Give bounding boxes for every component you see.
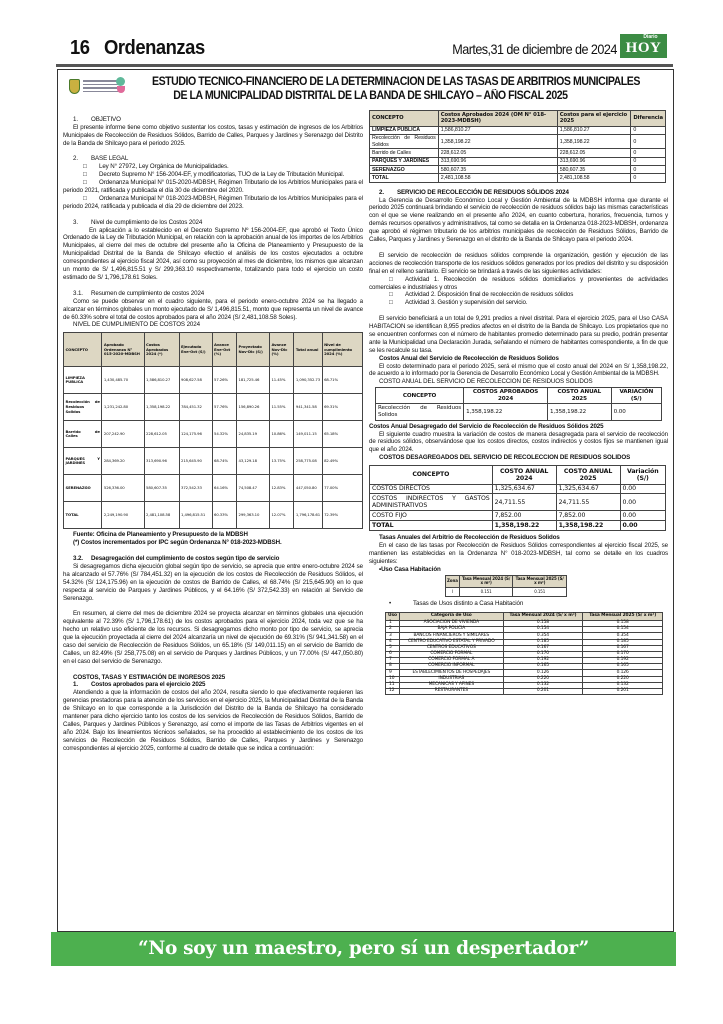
page-number: 16 xyxy=(70,37,90,59)
table-cell: TOTAL xyxy=(370,521,493,531)
column-header: Nivel de cumplimiento 2024 (%) xyxy=(322,333,362,367)
table-row xyxy=(64,475,363,502)
table-cell: 0.185 xyxy=(583,639,663,645)
table-cell: TOTAL xyxy=(370,174,439,182)
article-title-line2: DE LA MUNICIPALIDAD DISTRITAL DE LA BANDA DE SHILCAYO – AÑO FISCAL 2025 xyxy=(173,90,568,102)
table-cell: 181,725.46 xyxy=(237,367,270,394)
table-cell: SERENAZGO xyxy=(64,475,102,502)
table-cell: 1,358,198.22 xyxy=(547,404,611,420)
bullet-icon: □ xyxy=(83,163,87,171)
table-cell: 1,325,634.67 xyxy=(556,484,620,494)
footnote: (*) Costos incrementados por IPC según Ordenanza N° 018-2023-MDBSH. xyxy=(73,539,282,547)
table-cell: 7,852.00 xyxy=(492,511,556,521)
list-item: □ Decreto Supremo N° 156-2004-EF, y modificatorias, TUO de la Ley de Tributación Municipal. xyxy=(63,171,363,179)
table-cell: 10.86% xyxy=(269,421,293,448)
table-cell: 215,645.90 xyxy=(179,448,212,475)
table-cell: 1,586,810.27 xyxy=(144,367,179,394)
table-cell: 12 xyxy=(386,688,400,694)
tasa-casa-habitacion-table xyxy=(445,575,567,598)
right-column xyxy=(369,110,668,695)
table-row xyxy=(386,688,663,694)
paragraph: El siguiente cuadro muestra la variación de costos de manera desagregada para el servicio de recolección de residuos sólidos, observándose que los costos directos, costos indirectos y costos fijos se mantienen igual que el año 2024. xyxy=(369,430,668,454)
table-cell: 0.126 xyxy=(503,670,583,676)
bullet-icon: □ xyxy=(389,299,393,307)
table-cell: INDUSTRIAS xyxy=(400,676,504,682)
table-cell: 0.165 xyxy=(583,664,663,670)
source-note: Fuente: Oficina de Planeamiento y Presupuesto de la MDBSH xyxy=(73,531,248,539)
bullet-icon: □ xyxy=(389,291,393,299)
table-cell: COSTO FIJO xyxy=(370,511,493,521)
table-cell: 24,711.55 xyxy=(492,494,556,511)
table-cell: COSTOS INDIRECTOS Y GASTOS ADMINISTRATIVOS xyxy=(370,494,493,511)
logo-small-text: Diario xyxy=(643,34,658,40)
costo-anual-recoleccion-table xyxy=(375,387,662,420)
table-row xyxy=(370,157,666,165)
column-header: Avance Ene-Oct (%) xyxy=(212,333,236,367)
column-header: COSTO ANUAL 2025 xyxy=(547,388,611,404)
table-cell: 77.00% xyxy=(322,475,362,502)
table-cell: 9 xyxy=(386,670,400,676)
subheading: Costos Anual Desagregado del Servicio de Recolección de Residuos Sólidos 2025 xyxy=(369,422,604,430)
table-cell: 580,607.35 xyxy=(144,475,179,502)
column-header: Proyectado Nov-Dic (S/) xyxy=(237,333,270,367)
section-heading: 3. Nivel de cumplimiento de los Costos 2024 xyxy=(73,218,203,226)
table-cell: 13.75% xyxy=(269,448,293,475)
table-row xyxy=(370,126,666,134)
table-cell: 372,542.33 xyxy=(179,475,212,502)
table-cell: LIMPIEZA PUBLICA xyxy=(64,367,102,394)
table-row xyxy=(370,494,666,511)
article-title-line1: ESTUDIO TECNICO-FINANCIERO DE LA DETERMINACION DE LAS TASAS DE ARBITRIOS MUNICIPALES xyxy=(151,76,641,88)
table-row xyxy=(64,367,363,394)
table-cell: ASOCIACION DE VIVIENDA xyxy=(400,621,504,627)
table-cell: 2 xyxy=(386,627,400,633)
table-cell: 313,690.96 xyxy=(438,157,557,165)
paragraph: En aplicación a lo establecido en el Decreto Supremo Nº 156-2004-EF, que aprobó el Texto Único Ordenado de la Ley de Tributación Municipal, en relación con la aprobación anual de los importes de los Arbitrios Municipales, al cierre del mes de octubre del presente año la Oficina de Planeamiento y Presupuesto de la Municipalidad Distrital de la Banda de Shilcayo efectúo el análisis de los costos ejecutados a octubre correspondientes al ejercicio fiscal 2024, así como su proyección al mes de diciembre, los mismos que alcanzan un monto de S/ 1,496,815.51 y S/ 299,363.10 respectivamente, totalizando para todo el ejercicio un costo estimado de S/ 1,796,178.61 Soles. xyxy=(63,226,363,281)
table-cell: 7 xyxy=(386,658,400,664)
table-cell: 1,358,198.22 xyxy=(557,134,631,149)
column-header: COSTOS APROBADOS 2024 xyxy=(464,388,548,404)
table-cell: 0.192 xyxy=(583,658,663,664)
subheading: Costos Anual del Servicio de Recolección de Residuos Solidos xyxy=(379,354,559,362)
table-row xyxy=(64,502,363,529)
paragraph: El servicio de recolección de residuos sólidos comprende la organización, gestión y ejecución de las acciones de recolección transporte de los residuos sólidos generados por los predios del distrito y su disposición final en el relleno sanitario. El servicio se brindará a través de las siguientes actividades: xyxy=(369,251,668,275)
table-cell: 10 xyxy=(386,676,400,682)
table-cell: 228,612.05 xyxy=(438,149,557,157)
column-header: Diferencia xyxy=(631,111,666,127)
table-cell: 0.151 xyxy=(513,587,567,597)
table-cell: SERENAZGO xyxy=(370,166,439,174)
column-header: CONCEPTO xyxy=(370,466,493,484)
table-cell: 8 xyxy=(386,664,400,670)
table-cell: 1,358,198.22 xyxy=(492,521,556,531)
table-cell: 0.132 xyxy=(583,682,663,688)
bullet-icon: □ xyxy=(83,194,87,202)
table-cell: 12.83% xyxy=(269,475,293,502)
list-item: □ Actividad 1. Recolección de residuos sólidos domiciliarios y provenientes de actividades comerciales e industriales y otros xyxy=(369,275,668,291)
paragraph: En resumen, al cierre del mes de diciembre 2024 se proyecta alcanzar en términos globales una ejecución equivalente al 72.39% (S/ 1,796,178.61) de los costos aprobados para el ejercicio 2024, toda vez que se ha hecho un relativo uso eficiente de los recursos. Si desagregamos dicho monto por tipo de servicio, se aprecia que la ejecución proyectada al cierre del 2024 alcanzaría un nivel de ejecución de 69.31% (S/ 941,341.58) en el caso del servicio de Recolección de Residuos Sólidos, un 65.18% (S/ 149,011.15) en el servicio de Barrido de Calles, un 82.49% (S/ 258,775.08) en el servicio de Parques y Jardines Públicos, y un 77.00% (S/ 447,050.80) en el caso del servicio de Serenazgo. xyxy=(63,610,363,665)
column-header: Costos para el ejercicio 2025 xyxy=(557,111,631,127)
table-cell: MECANICAS Y AFINES xyxy=(400,682,504,688)
table-cell: 57.76% xyxy=(212,394,236,421)
diario-hoy-logo xyxy=(620,34,667,58)
table-cell: 908,627.58 xyxy=(179,367,212,394)
table-cell: COSTOS DIRECTOS xyxy=(370,484,493,494)
table-cell: 0.170 xyxy=(583,651,663,657)
column-header: Tasa Mensual 2025 (S/ x m²) xyxy=(583,613,663,621)
table-cell: 124,175.96 xyxy=(179,421,212,448)
section-heading: 1. Costos aprobados para el ejercicio 2025 xyxy=(73,681,206,689)
table-cell: Recolección de Residuos Solidos xyxy=(376,404,464,420)
table-cell: Barrido de Calles xyxy=(64,421,102,448)
table-cell: 72.39% xyxy=(322,502,362,529)
table-cell: 0.167 xyxy=(583,645,663,651)
section-heading: 2. BASE LEGAL xyxy=(73,155,129,163)
table-cell: 1,358,198.22 xyxy=(438,134,557,149)
table-cell: 0 xyxy=(631,149,666,157)
table-cell: 3 xyxy=(386,633,400,639)
column-header: Tasa Mensual 2025 (S/ x m²) xyxy=(513,575,567,587)
bullet-icon: □ xyxy=(83,179,87,187)
table-cell: 0.167 xyxy=(503,645,583,651)
column-header: Costos Aprobados 2024 (OM N° 018-2023-MDBSH) xyxy=(438,111,557,127)
table-row xyxy=(370,166,666,174)
bullet-icon: • xyxy=(389,600,392,608)
crest-icon xyxy=(69,79,80,94)
bullet-icon: □ xyxy=(83,171,87,179)
table-cell: CENTROS EDUCATIVOS xyxy=(400,645,504,651)
paragraph: El servicio beneficiará a un total de 9,291 predios a nivel distrital. Para el ejercicio 2025, para el Uso CASA HABITACION se identifican 8,955 predios afectos en el distrito de la Banda de Shilcayo. Los propietarios que no se encuentren conformes con el número de habitantes promedio determinado para su predio, podrán presentar ante la Municipalidad una Declaración Jurada, señalando el número de habitantes correspondiente, a fin de que se les recalcule su tasa. xyxy=(369,315,668,354)
paragraph: Como se puede observar en el cuadro siguiente, para el periodo enero-octubre 2024 se ha llegado a alcanzar en términos globales un monto ejecutado de S/ 1,496,815.51, monto que representa un nivel de avance de 60.33% sobre el total de costos aprobados para el año 2024 (S/ 2,481,108.58 Soles). xyxy=(63,297,363,321)
article-box xyxy=(57,69,674,932)
table-cell: 54.32% xyxy=(212,421,236,448)
table-row xyxy=(370,149,666,157)
table-cell: 1,231,242.80 xyxy=(102,394,144,421)
table-cell: 0.201 xyxy=(503,688,583,694)
list-item: □ Actividad 2. Disposición final de recolección de residuos sólidos xyxy=(369,291,668,299)
table-cell: 0.165 xyxy=(503,664,583,670)
table-cell: 0.154 xyxy=(503,627,583,633)
subheading: Tasas Anuales del Arbitrio de Recolección de Residuos Solidos xyxy=(379,534,560,541)
tasas-usos-table xyxy=(385,612,663,695)
table-cell: 2,481,108.58 xyxy=(144,502,179,529)
section-name: Ordenanzas xyxy=(104,37,205,59)
table-cell: 74,508.47 xyxy=(237,475,270,502)
table-cell: 0 xyxy=(631,166,666,174)
table-cell: 313,690.96 xyxy=(144,448,179,475)
table-cell: 1,325,634.67 xyxy=(492,484,556,494)
table-cell: 1,358,198.22 xyxy=(144,394,179,421)
section-heading: 1. OBJETIVO xyxy=(73,115,121,123)
table-row xyxy=(370,134,666,149)
column-header: Ejecutado Ene-Oct (S/) xyxy=(179,333,212,367)
column-header: Categoría de Uso xyxy=(400,613,504,621)
table-row xyxy=(64,394,363,421)
table-cell: 0.220 xyxy=(583,676,663,682)
table-cell: TOTAL xyxy=(64,502,102,529)
column-header: Costos Aprobados 2024 (*) xyxy=(144,333,179,367)
list-item: □ Ordenanza Municipal N° 018-2023-MDBSH, Régimen Tributario de los Arbitrios Municipales para el periodo 2024, ratificada y publicada el día 29 de diciembre del 2023. xyxy=(63,194,363,210)
column-header: CONCEPTO xyxy=(376,388,464,404)
paragraph: Si desagregamos dicha ejecución global según tipo de servicio, se aprecia que entre enero-octubre 2024 se ha alcanzado el 57.76% (S/ 784,451.32) en la ejecución de los costos de Recolección de Residuos Sólidos, el 54.32% (S/ 124,175.96) en la ejecución de costos de Barrido de Calles, el 68.74% (S/ 215,645.90) en lo que respecta al servicio de Parques y Jardines Públicos, y el 64.16% (S/ 372,542.33) en relación al Servicio de Serenazgo. xyxy=(63,562,363,602)
table-cell: Recolección de Residuos Solidos xyxy=(64,394,102,421)
left-column xyxy=(63,108,363,753)
table-cell: 149,011.15 xyxy=(294,421,322,448)
header-rule xyxy=(56,64,673,67)
table-cell: 1,586,810.27 xyxy=(557,126,631,134)
table-cell: 0.354 xyxy=(583,633,663,639)
table-cell: LIMPIEZA PUBLICA xyxy=(370,126,439,134)
table-cell: 7,852.00 xyxy=(556,511,620,521)
table-cell: 0.185 xyxy=(503,639,583,645)
table-cell: 0 xyxy=(631,157,666,165)
table-cell: 1 xyxy=(386,621,400,627)
column-header: VARIACIÓN (S/) xyxy=(611,388,661,404)
table-cell: 0.158 xyxy=(503,621,583,627)
bullet-icon: □ xyxy=(389,275,393,283)
column-header: Aprobado Ordenanza N° 015-2020-MDBSH xyxy=(102,333,144,367)
paragraph: El costo determinado para el periodo 2025, será el mismo que el costo anual del 2024 en S/ 1,358,198.22, de acuerdo a lo informado por la Gerencia de Desarrollo Económico Local y Gestión Ambiental de la MDBSH. xyxy=(369,362,668,378)
table-cell: 228,612.05 xyxy=(557,149,631,157)
column-header: Tasa Mensual 2024 (S/ x m²) xyxy=(503,613,583,621)
paragraph: El presente informe tiene como objetivo sustentar los costos, tasas y estimación de ingresos de los Arbitrios Municipales de Recolección de Residuos Sólidos, Barrido de Calles, Parques y Jardines y Serenazgo del Distrito de la Banda de Shilcayo para el periodo 2025. xyxy=(63,123,363,147)
table-cell: 2,481,108.58 xyxy=(557,174,631,182)
table-cell: 0.170 xyxy=(503,651,583,657)
table-cell: I xyxy=(446,587,460,597)
table-cell: 0.158 xyxy=(583,621,663,627)
table-cell: ESTABLECIMIENTOS DE HOSPEDAJES xyxy=(400,670,504,676)
table-cell: 0.192 xyxy=(503,658,583,664)
table-cell: 0.201 xyxy=(583,688,663,694)
table-cell: 1,586,810.27 xyxy=(438,126,557,134)
table-cell: 11.55% xyxy=(269,394,293,421)
masthead xyxy=(56,33,673,65)
table-caption: COSTO ANUAL DEL SERVICIO DE RECOLECCION DE RESIDUOS SOLIDOS xyxy=(379,378,593,386)
table-cell: 60.33% xyxy=(212,502,236,529)
table-cell: 313,690.96 xyxy=(557,157,631,165)
table-cell: 0.00 xyxy=(620,494,665,511)
table-cell: 0.00 xyxy=(611,404,661,420)
table-cell: RESTAURANTES xyxy=(400,688,504,694)
table-cell: CENTRO EDUCATIVO ESTATAL Y PRIVADO xyxy=(400,639,504,645)
table-cell: 0.00 xyxy=(620,511,665,521)
list-item: □ Ley N° 27972, Ley Orgánica de Municipalidades. xyxy=(63,163,363,171)
table-cell: Recolección de Residuos Solidos xyxy=(370,134,439,149)
table-cell: 941,341.58 xyxy=(294,394,322,421)
table-cell: 12.07% xyxy=(269,502,293,529)
table-cell: 43,129.18 xyxy=(237,448,270,475)
table-cell: 784,451.32 xyxy=(179,394,212,421)
table-cell: 447,050.80 xyxy=(294,475,322,502)
column-header: CONCEPTO xyxy=(370,111,439,127)
table-row xyxy=(370,511,666,521)
table-cell: 2,249,190.90 xyxy=(102,502,144,529)
table-cell: 1,796,178.61 xyxy=(294,502,322,529)
table-cell: 0.132 xyxy=(503,682,583,688)
column-header: COSTO ANUAL 2025 xyxy=(556,466,620,484)
section-heading: COSTOS, TASAS Y ESTIMACIÓN DE INGRESOS 2025 xyxy=(73,673,226,681)
section-heading: 3.1. Resumen de cumplimiento de costos 2024 xyxy=(73,289,205,297)
table-caption: COSTOS DESAGREGADOS DEL SERVICIO DE RECOLECCION DE RESIDUOS SOLIDOS xyxy=(379,454,631,462)
table-cell: BANCOS FINANCIEROS Y SIMILARES xyxy=(400,633,504,639)
table-cell: 11 xyxy=(386,682,400,688)
table-cell: 4 xyxy=(386,639,400,645)
table-cell: 1,358,198.22 xyxy=(464,404,548,420)
table-cell: 0 xyxy=(631,126,666,134)
table-cell: 1,090,352.73 xyxy=(294,367,322,394)
table-cell: 0.126 xyxy=(583,670,663,676)
paragraph: Atendiendo a que la información de costos del año 2024, resulta siendo lo que efectivamente requieren las gerencias prestadoras para la atención de los servicios en el ejercicio 2025, la Municipalidad Distrital de la Banda de Shilcayo en lo que corresponde a la Jurisdicción del Distrito de la Banda de Shilcayo ha considerado mantener para dicho ejercicio tanto los costos de los servicios de Recolección de Residuos Sólidos, Barrido de Calles, Parques y Jardines Públicos y Serenazgo, así como el importe de las Tasas de Arbitrios vigentes en el año 2024. Bajo los lineamientos técnicos señalados, se ha procedido al establecimiento de los costos de los servicios de Recolección de Residuos Sólidos, Barrido de Calles, Parques y Jardines y Serenazgo correspondientes al ejercicio 2025, conforme al cuadro de detalle que se indica a continuación: xyxy=(63,689,363,752)
table-cell: COMERCIO FORMAL xyxy=(400,651,504,657)
table-row xyxy=(376,404,662,420)
table-cell: 156,890.26 xyxy=(237,394,270,421)
table-cell: Barrido de Calles xyxy=(370,149,439,157)
table-cell: PARQUES Y JARDINES xyxy=(370,157,439,165)
table-row xyxy=(64,448,363,475)
table-cell: 11.45% xyxy=(269,367,293,394)
table-row xyxy=(370,521,666,531)
table-cell: 0.00 xyxy=(620,484,665,494)
table-cell: 1,496,815.51 xyxy=(179,502,212,529)
table-cell: 68.74% xyxy=(212,448,236,475)
table-cell: 2,481,108.58 xyxy=(438,174,557,182)
nivel-cumplimiento-table xyxy=(63,332,363,529)
logo-big-text: HOY xyxy=(625,40,662,56)
subheading: •Uso Casa Habitación xyxy=(379,565,441,573)
table-cell: 64.16% xyxy=(212,475,236,502)
column-header: Variación (S/) xyxy=(620,466,665,484)
table-cell: 0.151 xyxy=(459,587,513,597)
table-cell: 580,607.35 xyxy=(557,166,631,174)
list-item: □ Actividad 3. Gestión y supervisión del servicio. xyxy=(369,299,668,307)
table-cell: 0.220 xyxy=(503,676,583,682)
table-cell: 284,369.20 xyxy=(102,448,144,475)
column-header: Tasa Mensual 2024 (S/ x m²) xyxy=(459,575,513,587)
table-cell: 526,336.00 xyxy=(102,475,144,502)
issue-date: Martes,31 de diciembre de 2024 xyxy=(452,41,617,57)
table-cell: 24,711.55 xyxy=(556,494,620,511)
column-header: Zona xyxy=(446,575,460,587)
costos-2025-table xyxy=(369,110,666,183)
table-cell: 207,242.90 xyxy=(102,421,144,448)
table-cell: 65.18% xyxy=(322,421,362,448)
table-cell: 69.31% xyxy=(322,394,362,421)
table-cell: 0.154 xyxy=(583,627,663,633)
table-cell: 258,775.08 xyxy=(294,448,322,475)
table-cell: BAJA POLICIA xyxy=(400,627,504,633)
table-cell: 82.49% xyxy=(322,448,362,475)
table-cell: COMERCIO INFORMAL xyxy=(400,664,504,670)
section-heading: 2. SERVICIO DE RECOLECCIÓN DE RESIDUOS SÓLIDOS 2024 xyxy=(379,188,569,196)
table-cell: 68.71% xyxy=(322,367,362,394)
quote-banner: “No soy un maestro, pero sí un despertador” xyxy=(51,932,676,966)
table-row xyxy=(370,174,666,182)
paragraph: La Gerencia de Desarrollo Económico Local y Gestión Ambiental de la MDBSH informa que durante el periodo 2025 continuará brindando el servicio de recolección de residuos sólidos bajo las mismas características con el que se viene realizando en el presente año 2024, en cuanto cobertura, horarios, frecuencia, turnos y demás recursos operativos y administrativos, tal como se detalla en la Ordenanza 018-2023-MDBSH, ordenanza que aprobó el régimen tributario de los arbitrios municipales de recolección de Residuos Sólidos, Barrido de Calles, Parques y Jardines y Serenazgo en el distrito de la Banda de Shilcayo para el periodo 2024. xyxy=(369,196,668,244)
table-caption: NIVEL DE CUMPLIMIENTO DE COSTOS 2024 xyxy=(73,321,200,329)
table-cell: 6 xyxy=(386,651,400,657)
list-item: • Tasas de Usos distinto a Casa Habitación xyxy=(389,600,524,608)
table-cell: 299,363.10 xyxy=(237,502,270,529)
table-row xyxy=(370,484,666,494)
table-cell: 0.354 xyxy=(503,633,583,639)
paragraph: En el caso de las tasas por Recolección de Residuos Sólidos correspondientes al ejercicio fiscal 2025, se mantienen las establecidas en la Ordenanza N° 018-2023-MDBSH, tal como se detalle en los cuadros siguientes: xyxy=(369,541,668,565)
table-cell: 24,835.19 xyxy=(237,421,270,448)
column-header: CONCEPTO xyxy=(64,333,102,367)
table-cell: 580,607.35 xyxy=(438,166,557,174)
costos-desagregados-table xyxy=(369,465,666,531)
table-cell: 1,430,485.70 xyxy=(102,367,144,394)
column-header: Total anual xyxy=(294,333,322,367)
table-row xyxy=(64,421,363,448)
table-row xyxy=(446,587,567,597)
table-cell: 0 xyxy=(631,174,666,182)
table-cell: 228,612.05 xyxy=(144,421,179,448)
table-cell: COMERCIO FORMAL A xyxy=(400,658,504,664)
section-heading: 3.2. Desagregación del cumplimiento de costos según tipo de servicio xyxy=(73,555,280,563)
table-cell: PARQUES Y JARDINES xyxy=(64,448,102,475)
list-item: □ Ordenanza Municipal N° 015-2020-MDBSH, Régimen Tributario de los Arbitrios Municipales para el periodo 2021, ratificada y publicada el día 30 de diciembre del 2020. xyxy=(63,179,363,195)
table-cell: 0 xyxy=(631,134,666,149)
table-cell: 5 xyxy=(386,645,400,651)
column-header: COSTO ANUAL 2024 xyxy=(492,466,556,484)
table-cell: 57.26% xyxy=(212,367,236,394)
table-cell: 0.00 xyxy=(620,521,665,531)
table-cell: 1,358,198.22 xyxy=(556,521,620,531)
column-header: Avance Nov-Dic (%) xyxy=(269,333,293,367)
column-header: Uso xyxy=(386,613,400,621)
